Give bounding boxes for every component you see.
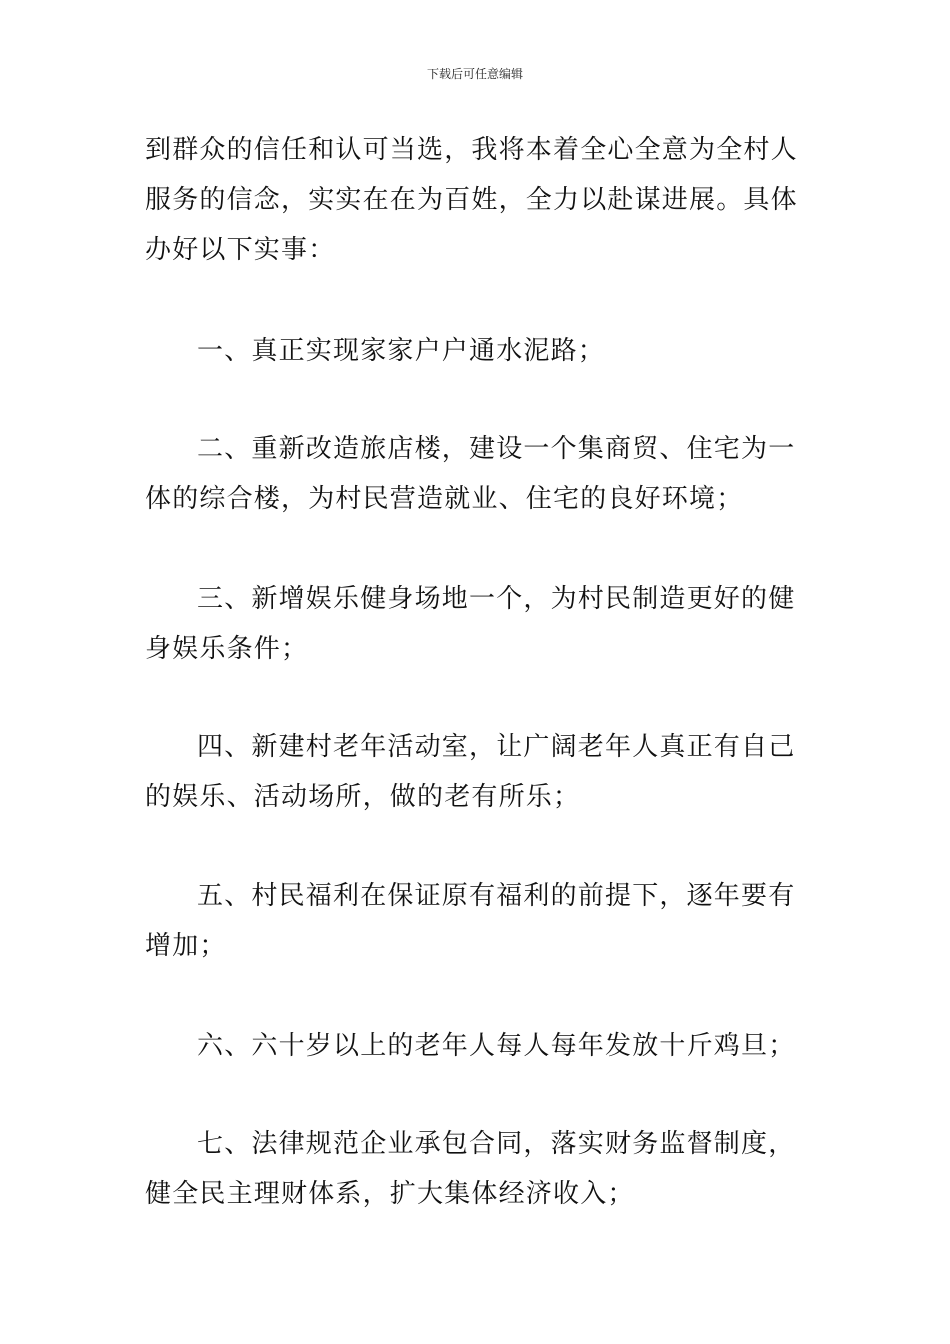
paragraph-item-6: [145, 1021, 811, 1071]
paragraph-text: 三、新增娱乐健身场地一个，为村民制造更好的健身娱乐条件；: [145, 584, 796, 664]
paragraph-intro: [145, 125, 811, 275]
paragraph-text: 二、重新改造旅店楼，建设一个集商贸、住宅为一体的综合楼，为村民营造就业、住宅的良好环境；: [145, 434, 796, 514]
paragraph-text: 五、村民福利在保证原有福利的前提下，逐年要有增加；: [145, 881, 796, 961]
paragraph-item-4: [145, 722, 811, 822]
paragraph-item-3: [145, 574, 811, 674]
paragraph-text: 到群众的信任和认可当选，我将本着全心全意为全村人服务的信念，实实在在为百姓，全力以赴谋进展。具体办好以下实事：: [145, 135, 798, 265]
paragraph-text: 六、六十岁以上的老年人每人每年发放十斤鸡旦；: [197, 1031, 796, 1061]
paragraph-item-5: [145, 871, 811, 971]
paragraph-text: 七、法律规范企业承包合同，落实财务监督制度，健全民主理财体系，扩大集体经济收入；: [145, 1129, 796, 1209]
header-note: 下载后可任意编辑: [426, 67, 523, 81]
paragraph-item-7: [145, 1119, 811, 1219]
paragraph-item-2: [145, 424, 811, 524]
paragraph-text: 一、真正实现家家户户通水泥路；: [197, 336, 606, 366]
paragraph-item-1: [145, 326, 811, 376]
paragraph-text: 四、新建村老年活动室，让广阔老年人真正有自己的娱乐、活动场所，做的老有所乐；: [145, 732, 796, 812]
